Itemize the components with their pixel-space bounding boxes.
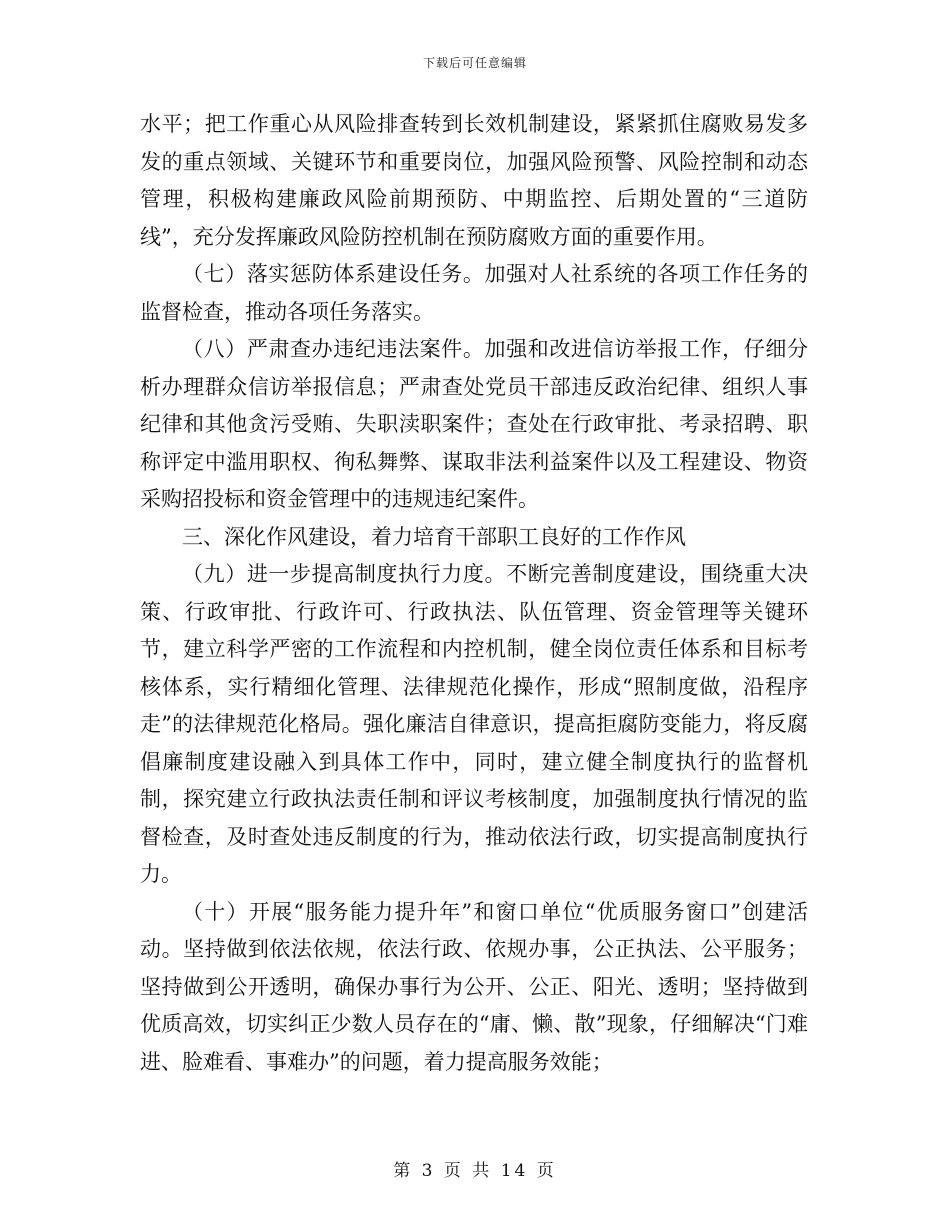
paragraph-2: （七）落实惩防体系建设任务。加强对人社系统的各项工作任务的监督检查，推动各项任务落实。 [140,262,808,324]
paragraph-5: （十）开展“服务能力提升年”和窗口单位“优质服务窗口”创建活动。坚持做到依法依规，依法行政、依规办事，公正执法、公平服务；坚持做到公开透明，确保办事行为公开、公正、阳光、透明；坚持做到优质高效，切实纠正少数人员存在的“庸、懒、散”现象，仔细解决“门难进、脸难看、事难办”的问题，着力提高服务效能； [140,899,808,1074]
page-header: 下载后可任意编辑 [422,56,527,70]
document-body [140,106,808,1081]
section-heading: 三、深化作风建设，着力培育干部职工良好的工作作风 [182,524,686,549]
paragraph-4: （九）进一步提高制度执行力度。不断完善制度建设，围绕重大决策、行政审批、行政许可、行政执法、队伍管理、资金管理等关键环节，建立科学严密的工作流程和内控机制，健全岗位责任体系和目标考核体系，实行精细化管理、法律规范化操作，形成“照制度做，沿程序走”的法律规范化格局。强化廉洁自律意识，提高拒腐防变能力，将反腐倡廉制度建设融入到具体工作中，同时，建立健全制度执行的监督机制，探究建立行政执法责任制和评议考核制度，加强制度执行情况的监督检查，及时查处违反制度的行为，推动依法行政，切实提高制度执行力。 [140,562,808,886]
paragraph-1: 水平；把工作重心从风险排查转到长效机制建设，紧紧抓住腐败易发多发的重点领域、关键环节和重要岗位，加强风险预警、风险控制和动态管理，积极构建廉政风险前期预防、中期监控、后期处置的“三道防线”，充分发挥廉政风险防控机制在预防腐败方面的重要作用。 [140,112,808,249]
paragraph-3: （八）严肃查办违纪违法案件。加强和改进信访举报工作，仔细分析办理群众信访举报信息；严肃查处党员干部违反政治纪律、组织人事纪律和其他贪污受贿、失职渎职案件；查处在行政审批、考录招聘、职称评定中滥用职权、徇私舞弊、谋取非法利益案件以及工程建设、物资采购招投标和资金管理中的违规违纪案件。 [140,337,808,511]
page-number: 第 3 页 共 14 页 [393,1161,557,1181]
